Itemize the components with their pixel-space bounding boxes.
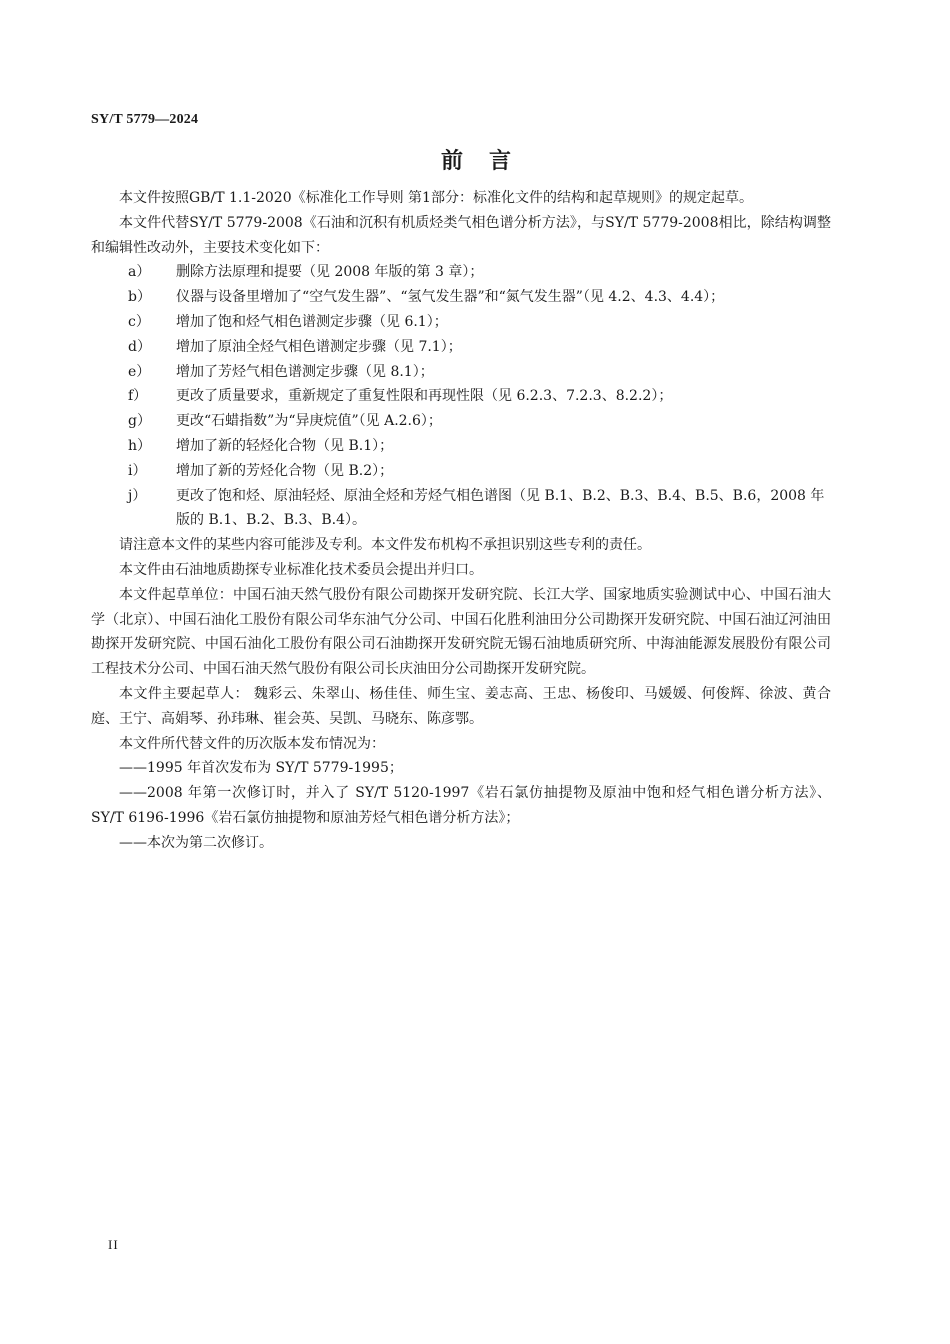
paragraph-committee: 本文件由石油地质勘探专业标准化技术委员会提出并归口。 [119, 561, 483, 578]
list-marker: g） [128, 413, 151, 430]
paragraph-patent-notice: 请注意本文件的某些内容可能涉及专利。本文件发布机构不承担识别这些专利的责任。 [119, 537, 651, 554]
list-item [91, 335, 831, 360]
list-text: 增加了原油全烃气相色谱测定步骤（见 7.1）； [176, 338, 462, 355]
list-item [91, 434, 831, 459]
list-marker: c） [128, 313, 150, 330]
list-text: 更改了质量要求，重新规定了重复性限和再现性限（见 6.2.3、7.2.3、8.2.2）； [176, 388, 673, 405]
list-marker: h） [128, 437, 152, 454]
list-marker: e） [128, 363, 151, 380]
page-number: II [108, 1237, 119, 1252]
list-marker: a） [128, 264, 151, 281]
page-title: 前言 [440, 149, 537, 174]
paragraph-drafters: 本文件主要起草人： 魏彩云、朱翠山、杨佳佳、师生宝、姜志高、王忠、杨俊印、马媛媛、何俊辉、徐波、黄合庭、王宁、高娟琴、孙玮琳、崔会英、吴凯、马晓东、陈彦鄂。 [91, 685, 831, 727]
paragraph-drafting-units: 本文件起草单位：中国石油天然气股份有限公司勘探开发研究院、长江大学、国家地质实验测试中心、中国石油大学（北京）、中国石油化工股份有限公司华东油气分公司、中国石化胜利油田分公司勘探开发研究院、中国石油辽河油田勘探开发研究院、中国石油化工股份有限公司石油勘探开发研究院无锡石油地质研究所、中海油能源发展股份有限公司工程技术分公司、中国石油天然气股份有限公司长庆油田分公司勘探开发研究院。 [91, 586, 831, 678]
list-marker: f） [128, 388, 148, 405]
list-text: 增加了新的轻烃化合物（见 B.1）； [176, 437, 394, 454]
paragraph-drafting-rules: 本文件按照GB/T 1.1-2020《标准化工作导则 第1部分：标准化文件的结构和起草规则》的规定起草。 [119, 190, 753, 206]
list-item [91, 459, 831, 484]
list-item [91, 285, 831, 310]
list-text: 增加了饱和烃气相色谱测定步骤（见 6.1）； [176, 313, 448, 330]
list-item [91, 384, 831, 409]
list-text: 更改“石蜡指数”为“异庚烷值”（见 A.2.6）； [176, 413, 442, 430]
list-text: 仪器与设备里增加了“空气发生器”、“氢气发生器”和“氮气发生器”（见 4.2、4.3、4.4）； [176, 289, 725, 306]
paragraph-replacement: 本文件代替SY/T 5779-2008《石油和沉积有机质烃类气相色谱分析方法》，与SY/T 5779-2008相比，除结构调整和编辑性改动外，主要技术变化如下： [91, 214, 831, 256]
list-item [91, 409, 831, 434]
list-item [91, 360, 831, 385]
list-text: 增加了新的芳烃化合物（见 B.2）； [176, 462, 394, 479]
list-item [91, 260, 831, 285]
foreword-body [91, 186, 831, 856]
list-item [91, 484, 831, 534]
list-text: 更改了饱和烃、原油轻烃、原油全烃和芳烃气相色谱图（见 B.1、B.2、B.3、B.4、B.5、B.6，2008 年版的 B.1、B.2、B.3、B.4）。 [176, 487, 825, 529]
paragraph-history-intro: 本文件所代替文件的历次版本发布情况为： [119, 735, 385, 752]
standard-code: SY/T 5779—2024 [91, 112, 199, 127]
history-item: ——2008 年第一次修订时，并入了 SY/T 5120-1997《岩石氯仿抽提物及原油中饱和烃气相色谱分析方法》、SY/T 6196-1996《岩石氯仿抽提物和原油芳烃气相色谱分析方法》； [91, 785, 831, 826]
list-marker: j） [128, 487, 147, 504]
history-item: ——1995 年首次发布为 SY/T 5779-1995； [119, 760, 403, 777]
changes-list [91, 260, 831, 533]
list-marker: b） [128, 289, 151, 306]
list-item [91, 310, 831, 335]
list-text: 增加了芳烃气相色谱测定步骤（见 8.1）； [176, 363, 434, 380]
history-item: ——本次为第二次修订。 [119, 834, 273, 851]
list-text: 删除方法原理和提要（见 2008 年版的第 3 章）； [176, 264, 484, 281]
list-marker: d） [128, 338, 151, 355]
list-marker: i） [128, 462, 147, 479]
